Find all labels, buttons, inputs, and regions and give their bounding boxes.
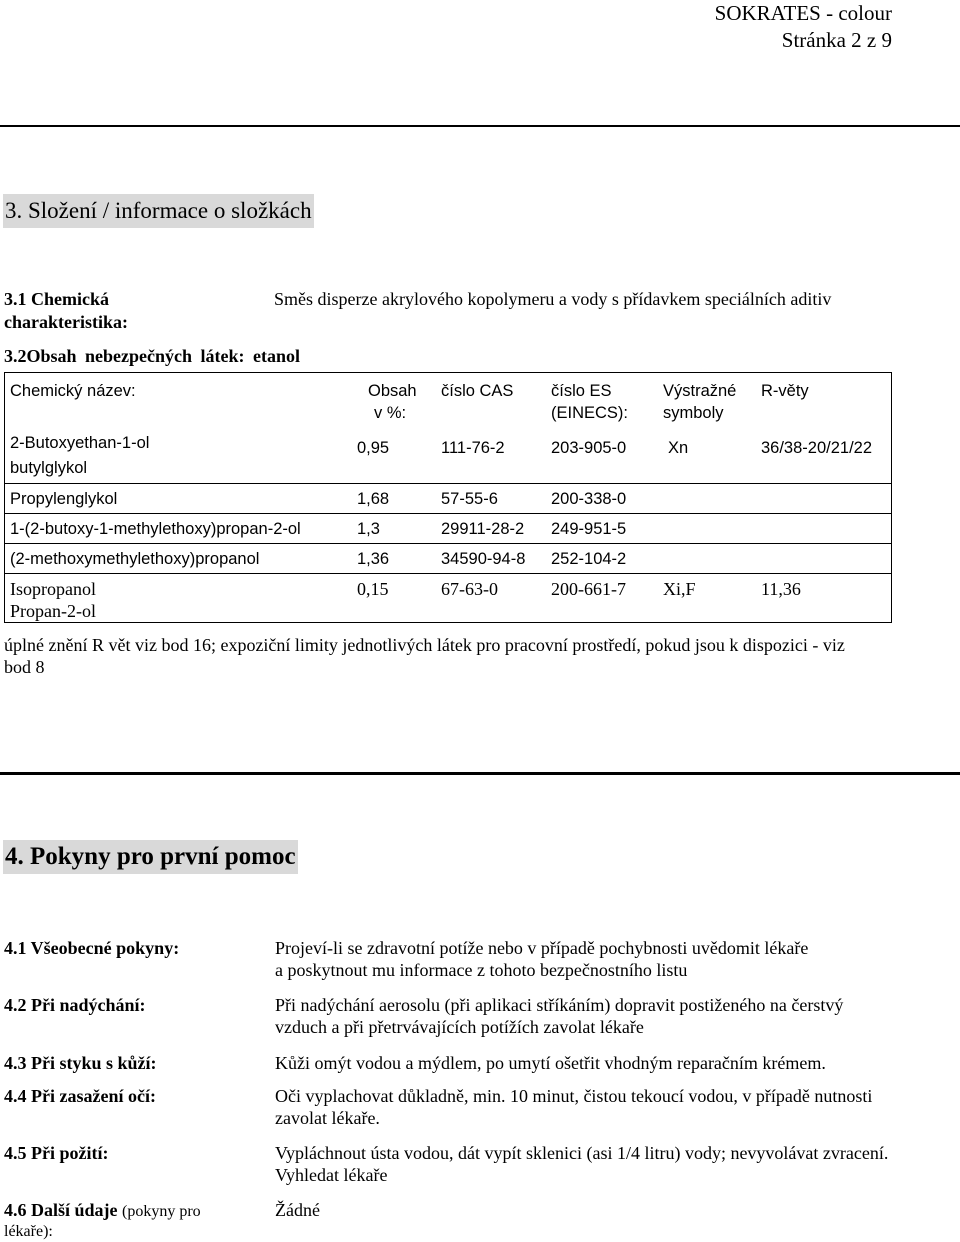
- item-46-label-bold: 4.6 Další údaje: [4, 1200, 118, 1220]
- row1-content: 1,68: [357, 490, 390, 508]
- row4-name-2: Propan-2-ol: [10, 601, 96, 621]
- item-44-text-2: zavolat lékaře.: [275, 1108, 380, 1128]
- section-4-title: 4. Pokyny pro první pomoc: [3, 840, 298, 874]
- row0-r: 36/38-20/21/22: [761, 439, 873, 457]
- section-3-title: 3. Složení / informace o složkách: [3, 194, 314, 228]
- table-note-line-2: bod 8: [4, 657, 45, 677]
- item-46-label: [4, 1199, 201, 1223]
- row3-es: 252-104-2: [551, 550, 627, 568]
- item-44-text-1: Oči vyplachovat důkladně, min. 10 minut, čistou tekoucí vodou, v případě nutnosti: [275, 1086, 873, 1106]
- item-46-label-normal: (pokyny pro: [122, 1203, 201, 1220]
- item-42-text-2: vzduch a při přetrvávajících potížích zavolat lékaře: [275, 1017, 644, 1037]
- row0-es: 203-905-0: [551, 439, 627, 457]
- s31-value: Směs disperze akrylového kopolymeru a vody s přídavkem speciálních aditiv: [274, 289, 832, 309]
- th-r-phrases: R-věty: [761, 382, 809, 400]
- table-border-right: [891, 372, 892, 623]
- th-name: Chemický název:: [10, 382, 136, 400]
- row4-cas: 67-63-0: [441, 579, 498, 599]
- th-content-2: v %:: [374, 404, 407, 422]
- table-rule-3: [4, 543, 892, 544]
- row4-content: 0,15: [357, 579, 389, 599]
- row2-es: 249-951-5: [551, 520, 627, 538]
- row4-r: 11,36: [761, 579, 801, 599]
- s31-label-2: charakteristika:: [4, 312, 128, 332]
- s31-label-1: 3.1 Chemická: [4, 289, 109, 309]
- th-symbols-2: symboly: [663, 404, 724, 422]
- row1-cas: 57-55-6: [441, 490, 498, 508]
- item-46-label-line2: lékaře):: [4, 1223, 53, 1240]
- table-border-left: [4, 372, 5, 623]
- item-41-text-1: Projeví-li se zdravotní potíže nebo v případě pochybnosti uvědomit lékaře: [275, 938, 809, 958]
- row0-name-1: 2-Butoxyethan-1-ol: [10, 434, 150, 452]
- section-divider: [0, 772, 960, 775]
- table-note-line-1: úplné znění R vět viz bod 16; expoziční limity jednotlivých látek pro pracovní prostředí, pokud jsou k dispozici - viz: [4, 635, 845, 655]
- header-divider: [0, 125, 960, 127]
- table-border-top: [4, 372, 892, 373]
- table-border-bottom: [4, 622, 892, 623]
- row2-name: 1-(2-butoxy-1-methylethoxy)propan-2-ol: [10, 520, 301, 538]
- item-45-label: 4.5 Při požití:: [4, 1143, 109, 1163]
- row4-name-1: Isopropanol: [10, 579, 96, 599]
- row0-symbols: Xn: [668, 439, 689, 457]
- th-symbols-1: Výstražné: [663, 382, 737, 400]
- row3-cas: 34590-94-8: [441, 550, 526, 568]
- row4-es: 200-661-7: [551, 579, 626, 599]
- row1-name: Propylenglykol: [10, 490, 118, 508]
- table-rule-2: [4, 513, 892, 514]
- item-43-label: 4.3 Při styku s kůží:: [4, 1053, 157, 1073]
- page-total: 9: [881, 28, 892, 52]
- row0-cas: 111-76-2: [441, 439, 505, 457]
- item-44-label: 4.4 Při zasažení očí:: [4, 1086, 156, 1106]
- item-42-text-1: Při nadýchání aerosolu (při aplikaci stříkáním) dopravit postiženého na čerstvý: [275, 995, 844, 1015]
- row0-name-2: butylglykol: [10, 459, 88, 477]
- s32-label: 3.2Obsah nebezpečných látek: etanol: [4, 346, 301, 366]
- item-41-text-2: a poskytnout mu informace z tohoto bezpečnostního listu: [275, 960, 688, 980]
- page-current: 2: [851, 28, 862, 52]
- page-label: Stránka: [781, 28, 846, 52]
- row3-name: (2-methoxymethylethoxy)propanol: [10, 550, 260, 568]
- row2-cas: 29911-28-2: [441, 520, 525, 538]
- item-45-text-2: Vyhledat lékaře: [275, 1165, 388, 1185]
- th-content-1: Obsah: [368, 382, 417, 400]
- item-45-text-1: Vypláchnout ústa vodou, dát vypít sklenici (asi 1/4 litru) vody; nevyvolávat zvracení.: [275, 1143, 889, 1163]
- item-41-label: 4.1 Všeobecné pokyny:: [4, 938, 180, 958]
- th-es-1: číslo ES: [551, 382, 612, 400]
- row0-content: 0,95: [357, 439, 390, 457]
- item-42-label: 4.2 Při nadýchání:: [4, 995, 146, 1015]
- composition-table: [4, 372, 892, 623]
- page-separator: z: [866, 28, 877, 52]
- item-46-text: Žádné: [275, 1200, 320, 1220]
- table-rule-4: [4, 573, 892, 574]
- th-cas: číslo CAS: [441, 382, 514, 400]
- table-rule-1: [4, 483, 892, 484]
- th-es-2: (EINECS):: [551, 404, 629, 422]
- row3-content: 1,36: [357, 550, 390, 568]
- row2-content: 1,3: [357, 520, 380, 538]
- item-43-text-1: Kůži omýt vodou a mýdlem, po umytí ošetřit vhodným reparačním krémem.: [275, 1053, 826, 1073]
- product-name: SOKRATES - colour: [714, 1, 892, 25]
- page-number: [782, 27, 892, 54]
- row4-symbols: Xi,F: [663, 579, 696, 599]
- row1-es: 200-338-0: [551, 490, 627, 508]
